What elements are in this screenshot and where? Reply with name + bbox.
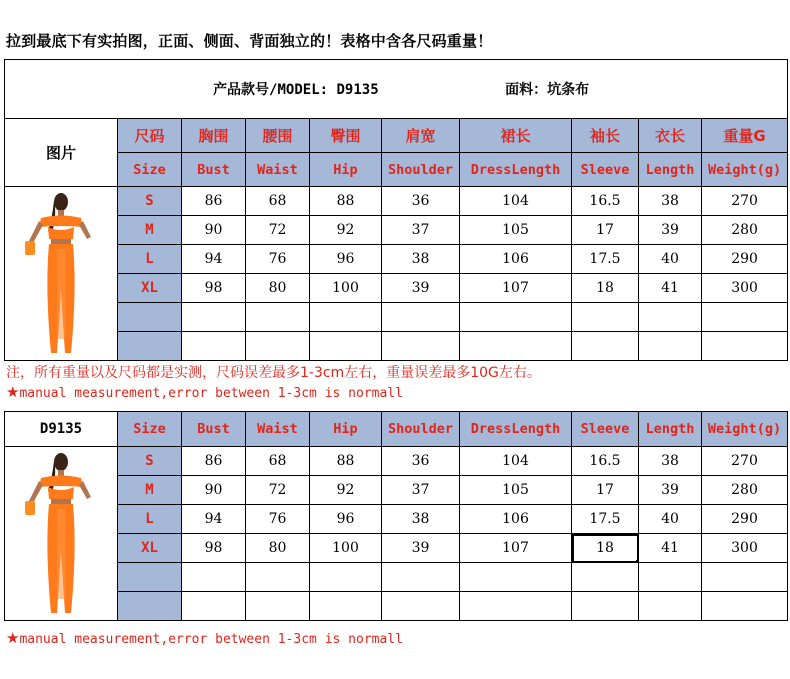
empty-cell [702,563,788,592]
empty-cell [702,332,788,361]
header-cn-size: 尺码 [118,119,182,153]
table-cell: 104 [460,187,572,216]
header-cn-dress-length: 裙长 [460,119,572,153]
table-cell: 100 [310,534,382,563]
table-cell: 90 [182,216,246,245]
table-cell: 38 [639,447,702,476]
empty-cell [182,303,246,332]
table-cell: 105 [460,216,572,245]
empty-cell [572,563,639,592]
empty-cell [572,332,639,361]
table-cell: 72 [246,476,310,505]
header-en-size: Size [118,153,182,187]
header-en-dress-length: DressLength [460,153,572,187]
top-note: 拉到最底下有实拍图，正面、侧面、背面独立的！表格中含各尺码重量！ [6,32,493,50]
selected-cell[interactable]: 18 [572,534,639,563]
header-en-sleeve: Sleeve [572,412,639,447]
star-icon: ★ [6,629,20,647]
table-cell: 96 [310,245,382,274]
table-cell: 68 [246,187,310,216]
image-label: 图片 [5,119,118,187]
header-en-dress-length: DressLength [460,412,572,447]
table-cell: 37 [382,216,460,245]
product-fabric: 面料：坑条布 [505,82,590,98]
empty-cell [572,592,639,621]
size-table-2 [4,411,788,621]
table-cell: 88 [310,447,382,476]
note-en-2: manual measurement,error between 1-3cm is normall [19,632,403,647]
table-cell: 86 [182,187,246,216]
product-photo-cell [5,447,118,621]
table-cell: 68 [246,447,310,476]
table-cell: 290 [702,505,788,534]
header-en-sleeve: Sleeve [572,153,639,187]
table-cell: 104 [460,447,572,476]
table-cell: 270 [702,187,788,216]
model-photo [21,189,101,359]
size-label: XL [118,534,182,563]
table-cell: 18 [572,274,639,303]
empty-cell [702,592,788,621]
empty-size-cell [118,303,182,332]
table-cell: 107 [460,274,572,303]
header-en-shoulder: Shoulder [382,412,460,447]
empty-cell [182,332,246,361]
table-cell: 76 [246,245,310,274]
header-en-hip: Hip [310,412,382,447]
table-cell: 300 [702,534,788,563]
table-cell: 105 [460,476,572,505]
table-cell: 72 [246,216,310,245]
table-cell: 76 [246,505,310,534]
table-cell: 38 [639,187,702,216]
empty-cell [246,303,310,332]
table-cell: 80 [246,534,310,563]
header-en-size: Size [118,412,182,447]
note-en-2-row [6,628,403,647]
product-photo-cell [5,187,118,361]
note-en-1: manual measurement,error between 1-3cm is normall [19,386,403,401]
table-cell: 107 [460,534,572,563]
note-en-1-row [6,382,403,401]
table-cell: 17 [572,216,639,245]
table-cell: 280 [702,476,788,505]
table-cell: 92 [310,476,382,505]
table-cell: 36 [382,187,460,216]
table-cell: 39 [382,534,460,563]
header-en-bust: Bust [182,412,246,447]
empty-cell [382,303,460,332]
empty-cell [382,563,460,592]
header-en-weight: Weight(g) [702,412,788,447]
table-cell: 86 [182,447,246,476]
empty-cell [246,592,310,621]
empty-cell [182,563,246,592]
header-en-waist: Waist [246,153,310,187]
table-cell: 38 [382,245,460,274]
table-cell: 40 [639,505,702,534]
empty-cell [310,332,382,361]
table-cell: 17.5 [572,245,639,274]
empty-cell [246,563,310,592]
header-en-length: Length [639,153,702,187]
empty-cell [182,592,246,621]
table-cell: 80 [246,274,310,303]
table-cell: 39 [382,274,460,303]
table-cell: 98 [182,274,246,303]
empty-cell [639,303,702,332]
table-cell: 92 [310,216,382,245]
header-en-weight: Weight(g) [702,153,788,187]
empty-cell [460,592,572,621]
empty-cell [460,332,572,361]
star-icon: ★ [6,383,20,401]
table-cell: 94 [182,245,246,274]
size-table-1 [4,59,788,361]
empty-cell [460,303,572,332]
table-cell: 90 [182,476,246,505]
empty-cell [310,563,382,592]
empty-cell [702,303,788,332]
empty-cell [310,592,382,621]
size-label: M [118,216,182,245]
empty-cell [246,332,310,361]
table-cell: 37 [382,476,460,505]
empty-cell [460,563,572,592]
table-cell: 39 [639,216,702,245]
model-photo [21,449,101,619]
table-cell: 300 [702,274,788,303]
table-cell: 41 [639,274,702,303]
table-cell: 88 [310,187,382,216]
header-cn-hip: 臀围 [310,119,382,153]
size-label: S [118,447,182,476]
header-en-shoulder: Shoulder [382,153,460,187]
table-cell: 16.5 [572,447,639,476]
table-cell: 36 [382,447,460,476]
table-cell: 96 [310,505,382,534]
empty-size-cell [118,563,182,592]
empty-cell [639,592,702,621]
empty-cell [382,332,460,361]
model-label: D9135 [5,412,118,447]
empty-cell [572,303,639,332]
header-en-bust: Bust [182,153,246,187]
header-cn-length: 衣长 [639,119,702,153]
table-cell: 270 [702,447,788,476]
table-cell: 106 [460,505,572,534]
size-label: XL [118,274,182,303]
table-cell: 106 [460,245,572,274]
empty-size-cell [118,592,182,621]
size-label: M [118,476,182,505]
table-cell: 17.5 [572,505,639,534]
table-cell: 280 [702,216,788,245]
size-label: L [118,505,182,534]
table-cell: 100 [310,274,382,303]
header-cn-bust: 胸围 [182,119,246,153]
table-cell: 38 [382,505,460,534]
table-cell: 98 [182,534,246,563]
size-label: S [118,187,182,216]
header-en-waist: Waist [246,412,310,447]
size-label: L [118,245,182,274]
empty-cell [310,303,382,332]
empty-cell [639,332,702,361]
empty-cell [639,563,702,592]
empty-cell [382,592,460,621]
table-cell: 39 [639,476,702,505]
table-cell: 94 [182,505,246,534]
table-cell: 16.5 [572,187,639,216]
empty-size-cell [118,332,182,361]
header-cn-sleeve: 袖长 [572,119,639,153]
table-cell: 17 [572,476,639,505]
header-cn-weight: 重量G [702,119,788,153]
header-en-length: Length [639,412,702,447]
table-cell: 290 [702,245,788,274]
product-model: 产品款号/MODEL: D9135 [213,82,379,98]
table-cell: 41 [639,534,702,563]
header-cn-waist: 腰围 [246,119,310,153]
product-info-cell [5,60,788,119]
header-cn-shoulder: 肩宽 [382,119,460,153]
note-cn: 注，所有重量以及尺码都是实测，尺码误差最多1-3cm左右，重量误差最多10G左右。 [6,365,541,381]
header-en-hip: Hip [310,153,382,187]
table-cell: 40 [639,245,702,274]
